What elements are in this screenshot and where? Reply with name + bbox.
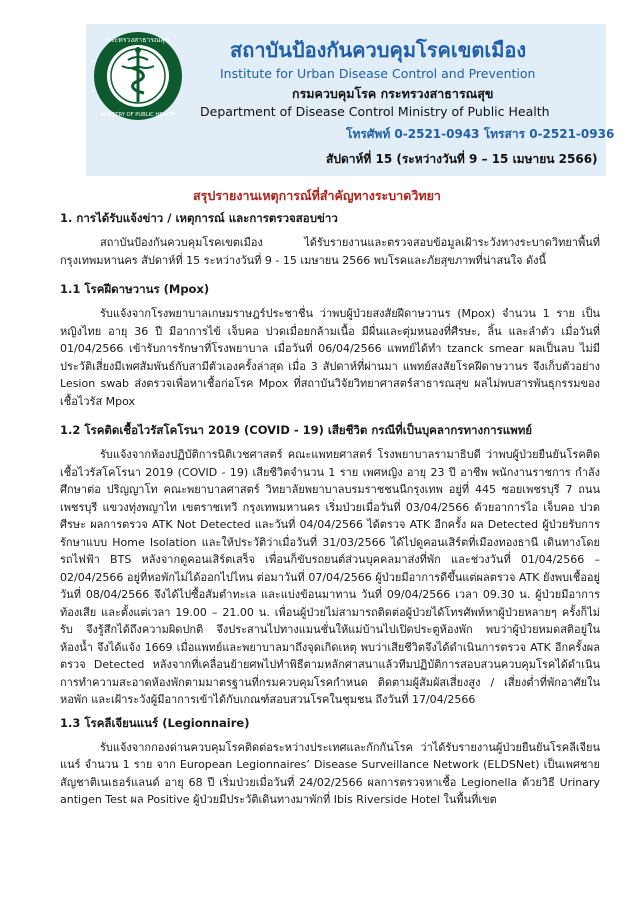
report-content <box>60 210 600 809</box>
section-1-1-body: รับแจ้งจากโรงพยาบาลเกษมราษฎร์ประชาชื่น ว่าพบผู้ป่วยสงสัยฝีดาษวานร (Mpox) จำนวน 1 ราย เป็นหญิงไทย อายุ 36 ปี มีอาการไข้ เจ็บคอ ปวดเมื่อยกล้ามเนื้อ มีผื่นและตุ่มหนองที่ศีรษะ, ลิ้น และลำตัว เมื่อวันที่ 01/04/2566 เข้ารับการรักษาที่โรงพยาบาล เมื่อวันที่ 06/04/2566 แพทย์ได้ทำ tzanck smear ผลเป็นลบ ไม่มีประวัติเสี่ยงมีเพศสัมพันธ์กับสามีตัวเองครั้งล่าสุด เมื่อ 3 สัปดาห์ที่ผ่านมา แพทย์สงสัยโรคฝีดาษวานร จึงเก็บตัวอย่าง Lesion swab ส่งตรวจเพื่อหาเชื้อก่อโรค Mpox ที่สถาบันวิจัยวิทยาศาสตร์สาธารณสุข ผลไม่พบสารพันธุกรรมของเชื้อไวรัส Mpox <box>60 307 600 408</box>
section-1-1-heading: 1.1 โรคฝีดาษวานร (Mpox) <box>60 282 210 296</box>
department-en: Department of Disease Control Ministry of Public Health <box>200 104 550 119</box>
institute-title-th: สถาบันป้องกันควบคุมโรคเขตเมือง <box>230 38 527 62</box>
logo-bottom-text: MINISTRY OF PUBLIC HEALTH <box>100 112 176 118</box>
section-1-body: สถาบันป้องกันควบคุมโรคเขตเมือง ได้รับรายงานและตรวจสอบข้อมูลเฝ้าระวังทางระบาดวิทยาพื้นที่กรุงเทพมหานคร สัปดาห์ที่ 15 ระหว่างวันที่ 9 - 15 เมษายน 2566 พบโรคและภัยสุขภาพที่น่าสนใจ ดังนี้ <box>60 236 600 267</box>
section-1-2-heading: 1.2 โรคติดเชื้อไวรัสโคโรนา 2019 (COVID - 19) เสียชีวิต กรณีที่เป็นบุคลากรทางการแพทย์ <box>60 423 533 437</box>
institute-title-en: Institute for Urban Disease Control and Prevention <box>220 66 536 81</box>
phone-fax: โทรศัพท์ 0-2521-0943 โทรสาร 0-2521-0936 <box>346 127 615 141</box>
report-week: สัปดาห์ที่ 15 (ระหว่างวันที่ 9 – 15 เมษายน 2566) <box>326 152 598 166</box>
section-1-3-heading: 1.3 โรคลีเจียนแนร์ (Legionnaire) <box>60 715 250 730</box>
report-title: สรุปรายงานเหตุการณ์ที่สำคัญทางระบาดวิทยา <box>193 188 441 203</box>
department-th: กรมควบคุมโรค กระทรวงสาธารณสุข <box>292 86 494 101</box>
section-1-3-body: รับแจ้งจากกองด่านควบคุมโรคติดต่อระหว่างประเทศและกักกันโรค ว่าได้รับรายงานผู้ป่วยยืนยันโรคลีเจียนแนร์ จำนวน 1 ราย จาก European Legionnaires’ Disease Surveillance Network (ELDSNet) เป็นเพศชาย สัญชาติเนเธอร์แลนด์ อายุ 68 ปี เริ่มป่วยเมื่อวันที่ 24/02/2566 ผลการตรวจหาเชื้อ Legionella ด้วยวิธี Urinary antigen Test ผล Positive ผู้ป่วยมีประวัติเดินทางมาพักที่ Ibis Riverside Hotel ในพื้นที่เขต <box>60 740 600 806</box>
section-1-heading: 1. การได้รับแจ้งข่าว / เหตุการณ์ และการตรวจสอบข่าว <box>60 211 338 225</box>
ministry-logo <box>92 30 184 122</box>
logo-top-text: กระทรวงสาธารณสุข <box>106 36 170 44</box>
section-1-2-body: รับแจ้งจากห้องปฏิบัติการนิติเวชศาสตร์ คณะแพทยศาสตร์ โรงพยาบาลรามาธิบดี ว่าพบผู้ป่วยยืนยันโรคติดเชื้อไวรัสโคโรนา 2019 (COVID - 19) เสียชีวิตจำนวน 1 ราย เพศหญิง อายุ 23 ปี อาชีพ พนักงานราชการ กำลังศึกษาต่อ ปริญญาโท คณะพยาบาลศาสตร์ วิทยาลัยพยาบาลบรมราชชนนีกรุงเทพ อยู่ที่ 445 ซอยเพชรบุรี 7 ถนนเพชรบุรี แขวงทุ่งพญาไท เขตราชเทวี กรุงเทพมหานคร เริ่มป่วยเมื่อวันที่ 03/04/2566 ด้วยอาการไอ เจ็บคอ ปวดศีรษะ ผลการตรวจ ATK Not Detected และวันที่ 04/04/2566 ได้ตรวจ ATK อีกครั้ง ผล Detected ผู้ป่วยรับการรักษาแบบ Home Isolation และให้ประวัติว่าเมื่อวันที่ 31/03/2566 ได้ไปดูคอนเสิร์ตที่เมืองทองธานี เดินทางโดยรถไฟฟ้า BTS หลังจากดูคอนเสิร์ตเสร็จ เพื่อนก็ขับรถยนต์ส่วนบุคคลมาส่งที่พัก และช่วงวันที่ 01/04/2566 – 02/04/2566 อยู่ที่หอพักไม่ได้ออกไปไหน ต่อมาวันที่ 07/04/2566 ผู้ป่วยมีอาการดีขึ้นแต่ผลตรวจ ATK ยังพบเชื้ออยู่ วันที่ 08/04/2566 จึงได้ไปซื้อสัมตำทะเล และแบ่งข้อนมาทาน วันที่ 09/04/2566 เวลา 09.30 น. ผู้ป่วยมีอาการท้องเสีย และตั้งแต่เวลา 19.00 – 21.00 น. เพื่อนผู้ป่วยไม่สามารถติดต่อผู้ป่วยได้โทรศัพท์หาผู้ป่วยหลายๆ ครั้งก็ไม่รับ จึงรู้สึกได้ถึงความผิดปกติ จึงประสานไปทางแมนชั่นให้แม่บ้านไปเปิดประตูห้องพัก พบว่าผู้ป่วยหมดสติอยู่ในห้องน้ำ จึงได้แจ้ง 1669 เมื่อแพทย์และพยาบาลมาถึงจุดเกิดเหตุ พบว่าเสียชีวิตจึงได้ดำเนินการตรวจ ATK อีกครั้งผลตรวจ Detected หลังจากที่เคลื่อนย้ายศพไปทำพิธีตามหลักศาสนาแล้วทีมปฏิบัติการสอบสวนควบคุมโรคได้ดำเนินการทำความสะอาดห้องพักตามมาตรฐานที่กรมควบคุมโรคกำหนด ติดตามผู้สัมผัสเสี่ยงสูง / เสี่ยงต่ำที่พักอาศัยในหอพัก และเฝ้าระวังผู้มีอาการเข้าได้กับเกณฑ์สอบสวนโรคในชุมชน ถึงวันที่ 17/04/2566 <box>60 448 600 706</box>
